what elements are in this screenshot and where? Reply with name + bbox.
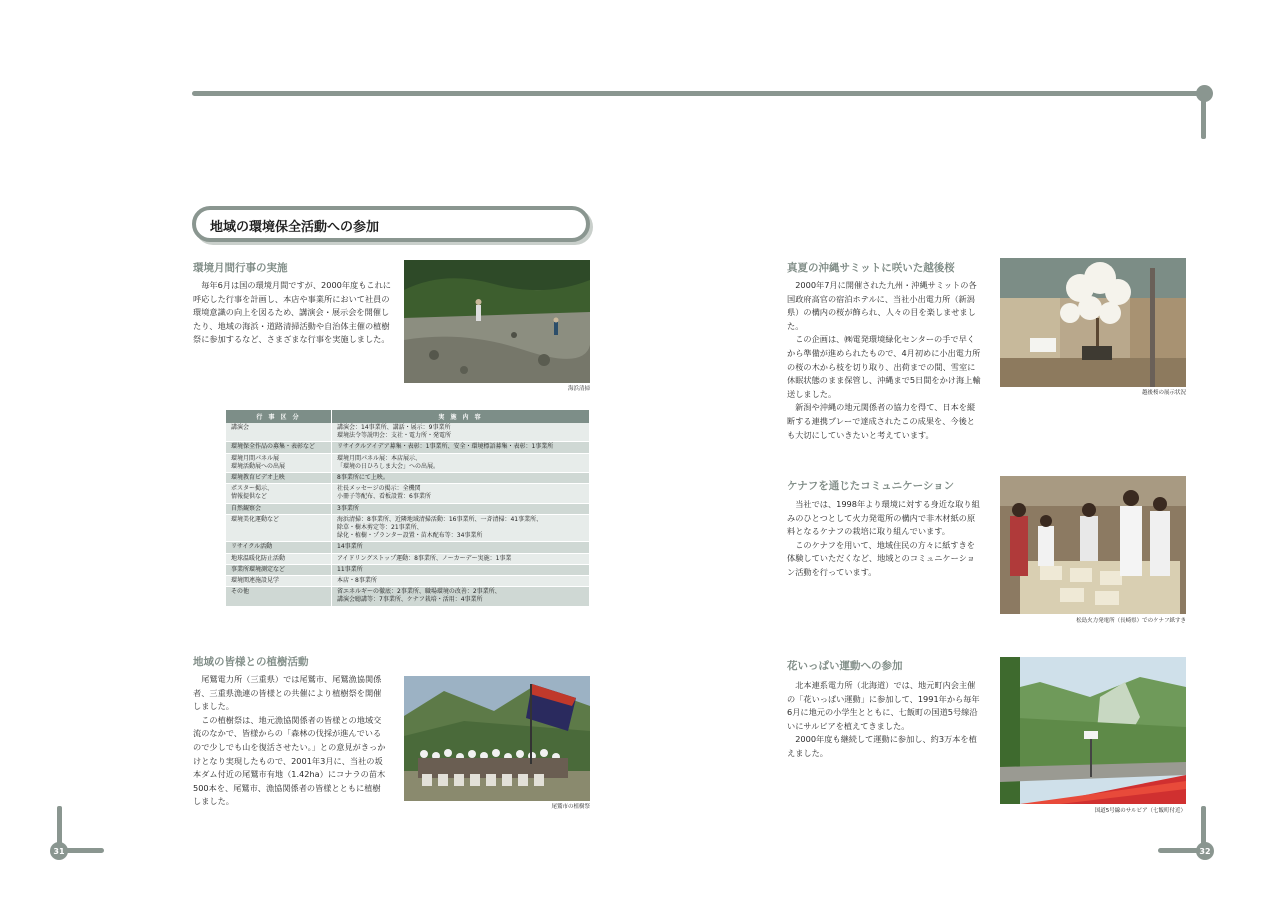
table-row — [226, 453, 590, 472]
kenaf-paragraph: 当社では、1998年より環境に対する身近な取り組みのひとつとして火力発電所の構内で非木材紙の原料となるケナフの栽培に取り組んでいます。 — [787, 499, 980, 537]
table-header-category: 行 事 区 分 — [226, 410, 332, 423]
table-cell-content: 3事業所 — [332, 503, 590, 514]
table-cell-category: ポスター掲示、 情報提供など — [226, 484, 332, 503]
tree-planting-caption: 尾鷲市の植樹祭 — [551, 804, 590, 810]
cherry-blossom-photo — [1000, 258, 1186, 387]
table-cell-content: 環境月間パネル展：本店展示、 「環境の日ひろしま大会」への出展。 — [332, 453, 590, 472]
salvia-roadside-caption: 国道5号線のサルビア（七飯町付近） — [1094, 808, 1186, 814]
table-row — [226, 564, 590, 575]
top-rule-drop — [1201, 94, 1206, 139]
tree-planting-paragraph: この植樹祭は、地元漁協関係者の皆様との地域交流のなかで、皆様からの「森林の伐採が進んでいるので少しでも山を復活させたい。」との意見がきっかけとなり実現したもので、2001年3月に、当社の坂本ダム付近の尾鷲市有地（1.42ha）にコナラの苗木500本を、尾鷲市、漁協関係者の皆様とともに植樹しました。 — [193, 714, 386, 807]
env-month-heading: 環境月間行事の実施 — [193, 262, 288, 274]
table-header-content: 実 施 内 容 — [332, 410, 590, 423]
table-row — [226, 423, 590, 442]
table-row — [226, 587, 590, 606]
cherry-blossom-caption: 越後桜の展示状況 — [1141, 390, 1186, 396]
salvia-roadside-photo — [1000, 657, 1186, 804]
table-cell-content: 本店・8事業所 — [332, 576, 590, 587]
kenaf-caption: 松島火力発電所（長崎県）でのケナフ紙すき — [1076, 618, 1186, 624]
table-cell-category: 環境月間パネル展 環境活動展への出展 — [226, 453, 332, 472]
okinawa-body — [787, 279, 982, 442]
tree-planting-heading: 地域の皆様との植樹活動 — [193, 656, 309, 668]
table-row — [226, 576, 590, 587]
table-row — [226, 542, 590, 553]
flowers-paragraph: 北本連系電力所（北海道）では、地元町内会主催の「花いっぱい運動」に参加して、1991年から毎年6月に地元の小学生とともに、七飯町の国道5号線沿いにサルビアを植えてきました。 — [787, 680, 980, 731]
kenaf-heading: ケナフを通じたコミュニケーション — [787, 480, 955, 492]
table-cell-content: 14事業所 — [332, 542, 590, 553]
table-cell-category: 地球温暖化防止活動 — [226, 553, 332, 564]
section-banner-title: 地域の環境保全活動への参加 — [210, 220, 380, 235]
table-row — [226, 553, 590, 564]
table-cell-category: リサイクル活動 — [226, 542, 332, 553]
events-table — [226, 410, 590, 607]
beach-cleanup-photo — [404, 260, 590, 383]
table-cell-category: 自然観察会 — [226, 503, 332, 514]
table-cell-category: 環境美化運動など — [226, 514, 332, 542]
okinawa-heading: 真夏の沖縄サミットに咲いた越後桜 — [787, 262, 955, 274]
table-row — [226, 473, 590, 484]
flowers-paragraph: 2000年度も継続して運動に参加し、約3万本を植えました。 — [787, 734, 977, 758]
events-table-body — [226, 423, 590, 606]
table-cell-category: その他 — [226, 587, 332, 606]
table-cell-content: アイドリングストップ運動：8事業所、ノーカーデー実施：1事業 — [332, 553, 590, 564]
kenaf-body — [787, 498, 982, 580]
okinawa-paragraph: 新潟や沖縄の地元関係者の協力を得て、日本を縦断する連携プレーで達成されたこの成果を、今後とも大切にしていきたいと考えています。 — [787, 402, 976, 440]
flowers-body — [787, 679, 982, 761]
section-banner — [192, 206, 590, 242]
table-cell-content: 11事業所 — [332, 564, 590, 575]
okinawa-paragraph: この企画は、㈱電発環境緑化センターの手で早くから準備が進められたもので、4月初めに小出電力所の桜の木から枝を切り取り、出荷までの間、雪室に休眠状態のまま保管し、沖縄まで5日間をかけ海上輸送しました。 — [787, 334, 981, 399]
kenaf-paragraph: このケナフを用いて、地域住民の方々に紙すきを体験していただくなど、地域とのコミュニケーション活動を行っています。 — [787, 539, 975, 577]
top-rule — [192, 91, 1204, 96]
table-cell-content: 8事業所にて上映。 — [332, 473, 590, 484]
table-row — [226, 503, 590, 514]
table-cell-content: 省エネルギーの徹底：2事業所、職場環境の改善：2事業所、 講演会聴講等：7事業所、ケナフ栽培・活用：4事業所 — [332, 587, 590, 606]
env-month-paragraph: 毎年6月は国の環境月間ですが、2000年度もこれに呼応した行事を計画し、本店や事業所において社員の環境意識の向上を図るため、講演会・展示会を開催したり、地域の海浜・道路清掃活動や自治体主催の植樹祭に参加するなど、さまざまな行事を実施しました。 — [193, 280, 391, 345]
tree-planting-body — [193, 673, 386, 809]
tree-planting-photo — [404, 676, 590, 801]
table-cell-category: 講演会 — [226, 423, 332, 442]
page-number-left: 31 — [50, 842, 68, 860]
table-row — [226, 514, 590, 542]
table-cell-content: リサイクルアイデア募集・表彰：1事業所、安全・環境標語募集・表彰：1事業所 — [332, 442, 590, 453]
okinawa-paragraph: 2000年7月に開催された九州・沖縄サミットの各国政府高官の宿泊ホテルに、当社小出電力所（新潟県）の構内の桜が飾られ、人々の目を楽しませました。 — [787, 280, 977, 331]
table-header-row — [226, 410, 590, 423]
table-row — [226, 442, 590, 453]
table-cell-content: 社長メッセージの掲示：全機関 小冊子等配布、看板設置：6事業所 — [332, 484, 590, 503]
table-cell-category: 環境保全作品の募集・表彰など — [226, 442, 332, 453]
page-number-right: 32 — [1196, 842, 1214, 860]
flowers-heading: 花いっぱい運動への参加 — [787, 660, 903, 672]
table-cell-category: 環境関連施設見学 — [226, 576, 332, 587]
table-cell-category: 事業所環境測定など — [226, 564, 332, 575]
table-cell-content: 講演会：14事業所、講話・展示：9事業所 環境法令等説明会：支社・電力所・発電所 — [332, 423, 590, 442]
tree-planting-paragraph: 尾鷲電力所（三重県）では尾鷲市、尾鷲漁協関係者、三重県漁連の皆様との共催により植樹祭を開催しました。 — [193, 674, 382, 712]
env-month-body — [193, 279, 391, 347]
beach-cleanup-caption: 海浜清掃 — [567, 386, 590, 392]
table-cell-content: 海浜清掃：8事業所、近隣地域清掃活動：16事業所、一斉清掃：41事業所、 除草・樹木剪定等：21事業所、 緑化・植樹・プランター設置・苗木配布等：34事業所 — [332, 514, 590, 542]
kenaf-papermaking-photo — [1000, 476, 1186, 614]
table-cell-category: 環境教育ビデオ上映 — [226, 473, 332, 484]
table-row — [226, 484, 590, 503]
